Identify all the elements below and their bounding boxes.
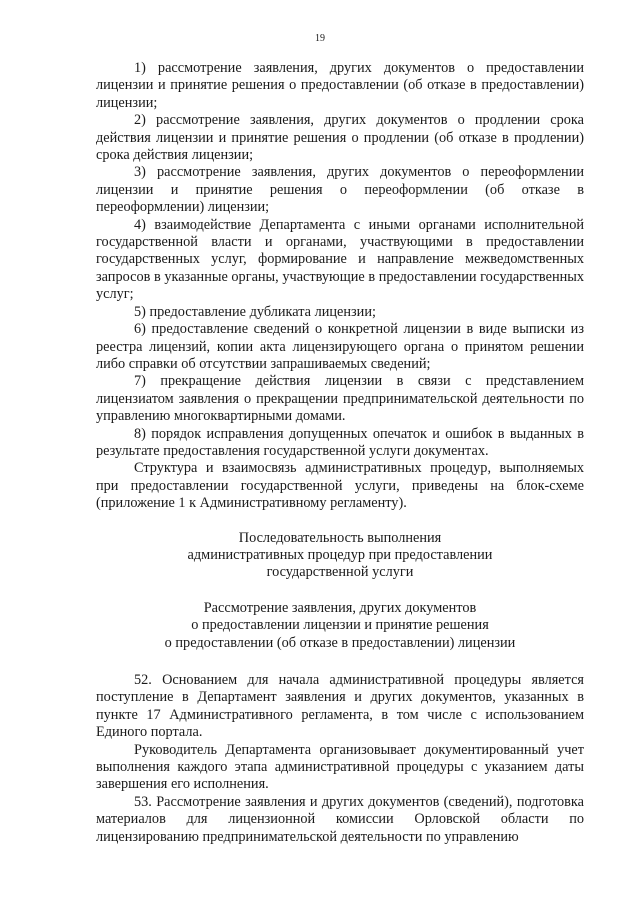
- list-item-7: 7) прекращение действия лицензии в связи с представлением лицензиатом заявления о прекращении предпринимательской деятельности по управлению многоквартирными домами.: [96, 373, 584, 425]
- paragraph-53: 53. Рассмотрение заявления и других документов (сведений), подготовка материалов для лицензионной комиссии Орловской области по лицензированию предпринимательской деятельности по управлению: [96, 793, 584, 845]
- section-heading-line: Последовательность выполнения: [238, 529, 442, 546]
- list-item-2: 2) рассмотрение заявления, других документов о продлении срока действия лицензии и принятие решения о продлении (об отказе в продлении) срока действия лицензии;: [96, 112, 584, 164]
- procedure-text: [96, 672, 584, 846]
- page-number: 19: [315, 33, 325, 44]
- paragraph-52: 52. Основанием для начала административной процедуры является поступление в Департамент заявления и других документов, указанных в пункте 17 Административного регламента, в том числе с использованием Единого портала.: [96, 672, 584, 741]
- subsection-heading-line: о предоставлении лицензии и принятие решения: [191, 617, 489, 634]
- list-item-8: 8) порядок исправления допущенных опечаток и ошибок в выданных в результате предоставления государственной услуги документах.: [96, 425, 584, 459]
- subsection-heading-line: Рассмотрение заявления, других документов: [203, 599, 477, 616]
- subsection-heading: [96, 600, 584, 652]
- structure-paragraph: Структура и взаимосвязь административных процедур, выполняемых при предоставлении государственной услуги, приведены на блок-схеме (приложение 1 к Административному регламенту).: [96, 460, 584, 512]
- section-heading: [96, 530, 584, 582]
- document-body: [96, 60, 584, 846]
- subsection-heading-line: о предоставлении (об отказе в предоставлении) лицензии: [164, 634, 516, 651]
- list-item-3: 3) рассмотрение заявления, других документов о переоформлении лицензии и принятие решения о переоформлении (об отказе в переоформлении) лицензии;: [96, 164, 584, 216]
- list-item-6: 6) предоставление сведений о конкретной лицензии в виде выписки из реестра лицензий, копии акта лицензирующего органа о принятом решении либо справки об отсутствии запрашиваемых сведений;: [96, 321, 584, 372]
- section-heading-line: государственной услуги: [266, 564, 414, 581]
- paragraph-head-accounting: Руководитель Департамента организовывает документированный учет выполнения каждого этапа административной процедуры с указанием даты завершения его исполнения.: [96, 741, 584, 793]
- list-item-5: 5) предоставление дубликата лицензии;: [134, 303, 376, 320]
- section-heading-line: административных процедур при предоставлении: [187, 546, 493, 563]
- list-item-1: 1) рассмотрение заявления, других документов о предоставлении лицензии и принятие решения о предоставлении (об отказе в предоставлении) лицензии;: [96, 60, 584, 111]
- list-item-4: 4) взаимодействие Департамента с иными органами исполнительной государственной власти и органами, участвующими в предоставлении государственных услуг, формирование и направление межведомственных запросов в указанные органы, участвующие в предоставлении государственных услуг;: [96, 216, 584, 303]
